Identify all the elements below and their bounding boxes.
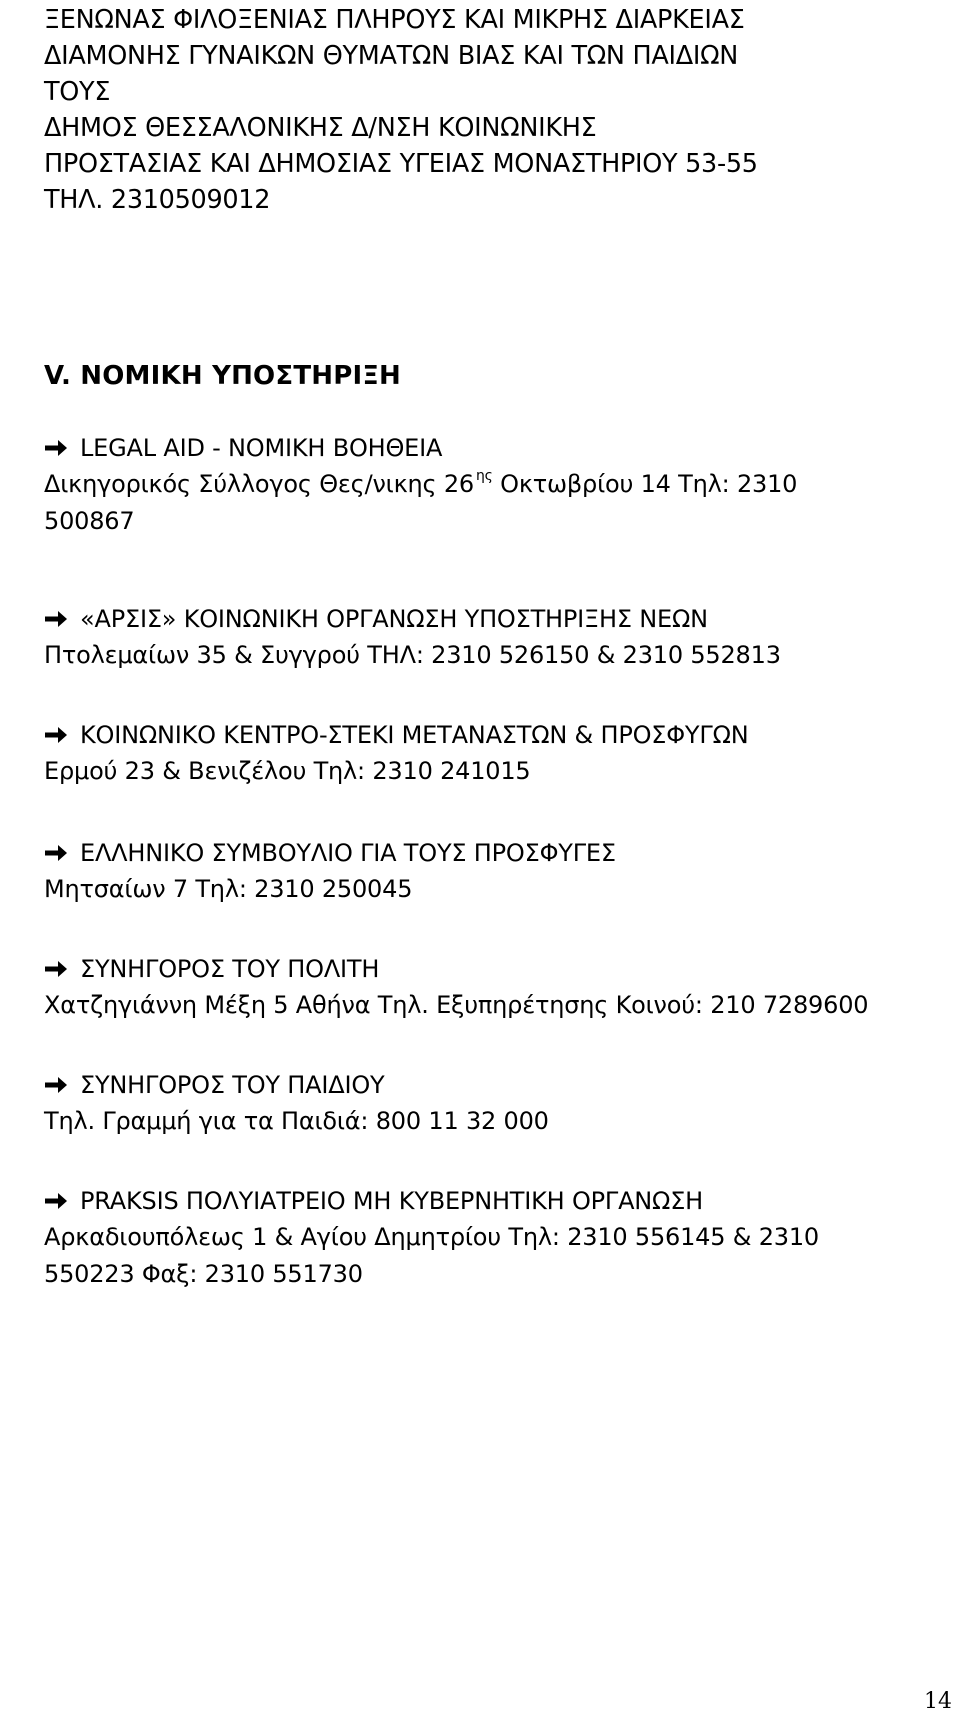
arrow-right-icon — [44, 609, 68, 629]
entry-details — [44, 753, 944, 790]
entry-address-line: 550223 Φαξ: 2310 551730 — [44, 1260, 363, 1288]
entry-title: ΚΟΙΝΩΝΙΚΟ ΚΕΝΤΡΟ-ΣΤΕΚΙ ΜΕΤΑΝΑΣΤΩΝ & ΠΡΟΣΦΥΓΩΝ — [80, 721, 749, 749]
entry-ombudsman — [44, 951, 944, 1024]
entry-address-line: 500867 — [44, 507, 135, 535]
entry-header — [44, 1067, 944, 1103]
section-title: V. ΝΟΜΙΚΗ ΥΠΟΣΤΗΡΙΞΗ — [44, 361, 401, 391]
entry-details — [44, 1103, 944, 1140]
entry-title: «ΑΡΣΙΣ» ΚΟΙΝΩΝΙΚΗ ΟΡΓΑΝΩΣΗ ΥΠΟΣΤΗΡΙΞΗΣ ΝΕΩΝ — [80, 605, 708, 633]
entry-address-line: Μητσαίων 7 Τηλ: 2310 250045 — [44, 875, 413, 903]
entry-title: ΣΥΝΗΓΟΡΟΣ ΤΟΥ ΠΟΛΙΤΗ — [80, 955, 380, 983]
ordinal-suffix: ης — [476, 468, 493, 484]
entry-header — [44, 951, 944, 987]
arrow-right-icon — [44, 1191, 68, 1211]
entry-header — [44, 601, 944, 637]
arrow-right-icon — [44, 1075, 68, 1095]
entry-address-line — [44, 466, 944, 503]
entry-praksis — [44, 1183, 944, 1293]
shelter-intro-block — [44, 2, 944, 218]
arrow-right-icon — [44, 725, 68, 745]
entry-title: PRAKSIS ΠΟΛΥΙΑΤΡΕΙΟ ΜΗ ΚΥΒΕΡΝΗΤΙΚΗ ΟΡΓΑΝΩΣΗ — [80, 1187, 704, 1215]
entry-address-line: Αρκαδιουπόλεως 1 & Αγίου Δημητρίου Τηλ: 2310 556145 & 2310 — [44, 1223, 819, 1251]
address-text: Οκτωβρίου 14 Τηλ: 2310 — [492, 470, 798, 498]
entry-arsis — [44, 601, 944, 674]
entry-address-line: Ερμού 23 & Βενιζέλου Τηλ: 2310 241015 — [44, 757, 531, 785]
intro-line: ΔΗΜΟΣ ΘΕΣΣΑΛΟΝΙΚΗΣ Δ/ΝΣΗ ΚΟΙΝΩΝΙΚΗΣ — [44, 113, 597, 143]
entry-details — [44, 637, 944, 674]
entry-address-line: Πτολεμαίων 35 & Συγγρού ΤΗΛ: 2310 526150 & 2310 552813 — [44, 641, 781, 669]
page-number: 14 — [924, 1689, 952, 1714]
entry-details — [44, 987, 944, 1024]
entry-title: ΣΥΝΗΓΟΡΟΣ ΤΟΥ ΠΑΙΔΙΟΥ — [80, 1071, 385, 1099]
entry-details — [44, 871, 944, 908]
entry-title: LEGAL AID - ΝΟΜΙΚΗ ΒΟΗΘΕΙΑ — [80, 434, 443, 462]
intro-line: ΤΗΛ. 2310509012 — [44, 185, 271, 215]
entry-title: ΕΛΛΗΝΙΚΟ ΣΥΜΒΟΥΛΙΟ ΓΙΑ ΤΟΥΣ ΠΡΟΣΦΥΓΕΣ — [80, 839, 616, 867]
entry-refugee-council — [44, 835, 944, 908]
address-text: Δικηγορικός Σύλλογος Θες/νικης 26 — [44, 470, 474, 498]
entry-address-line: Χατζηγιάννη Μέξη 5 Αθήνα Τηλ. Εξυπηρέτησης Κοινού: 210 7289600 — [44, 991, 869, 1019]
entry-header — [44, 835, 944, 871]
entry-details — [44, 1219, 944, 1293]
intro-line: ΔΙΑΜΟΝΗΣ ΓΥΝΑΙΚΩΝ ΘΥΜΑΤΩΝ ΒΙΑΣ ΚΑΙ ΤΩΝ ΠΑΙΔΙΩΝ — [44, 41, 739, 71]
intro-line: ΠΡΟΣΤΑΣΙΑΣ ΚΑΙ ΔΗΜΟΣΙΑΣ ΥΓΕΙΑΣ ΜΟΝΑΣΤΗΡΙΟΥ 53-55 — [44, 149, 758, 179]
entry-child-ombudsman — [44, 1067, 944, 1140]
entry-header — [44, 430, 944, 466]
entry-details — [44, 466, 944, 540]
arrow-right-icon — [44, 438, 68, 458]
entry-header — [44, 717, 944, 753]
entry-header — [44, 1183, 944, 1219]
intro-line: ΤΟΥΣ — [44, 77, 111, 107]
intro-line: ΞΕΝΩΝΑΣ ΦΙΛΟΞΕΝΙΑΣ ΠΛΗΡΟΥΣ ΚΑΙ ΜΙΚΡΗΣ ΔΙΑΡΚΕΙΑΣ — [44, 5, 745, 35]
arrow-right-icon — [44, 843, 68, 863]
entry-address-line: Τηλ. Γραμμή για τα Παιδιά: 800 11 32 000 — [44, 1107, 549, 1135]
entry-legal-aid — [44, 430, 944, 540]
entry-migrant-centre — [44, 717, 944, 790]
arrow-right-icon — [44, 959, 68, 979]
